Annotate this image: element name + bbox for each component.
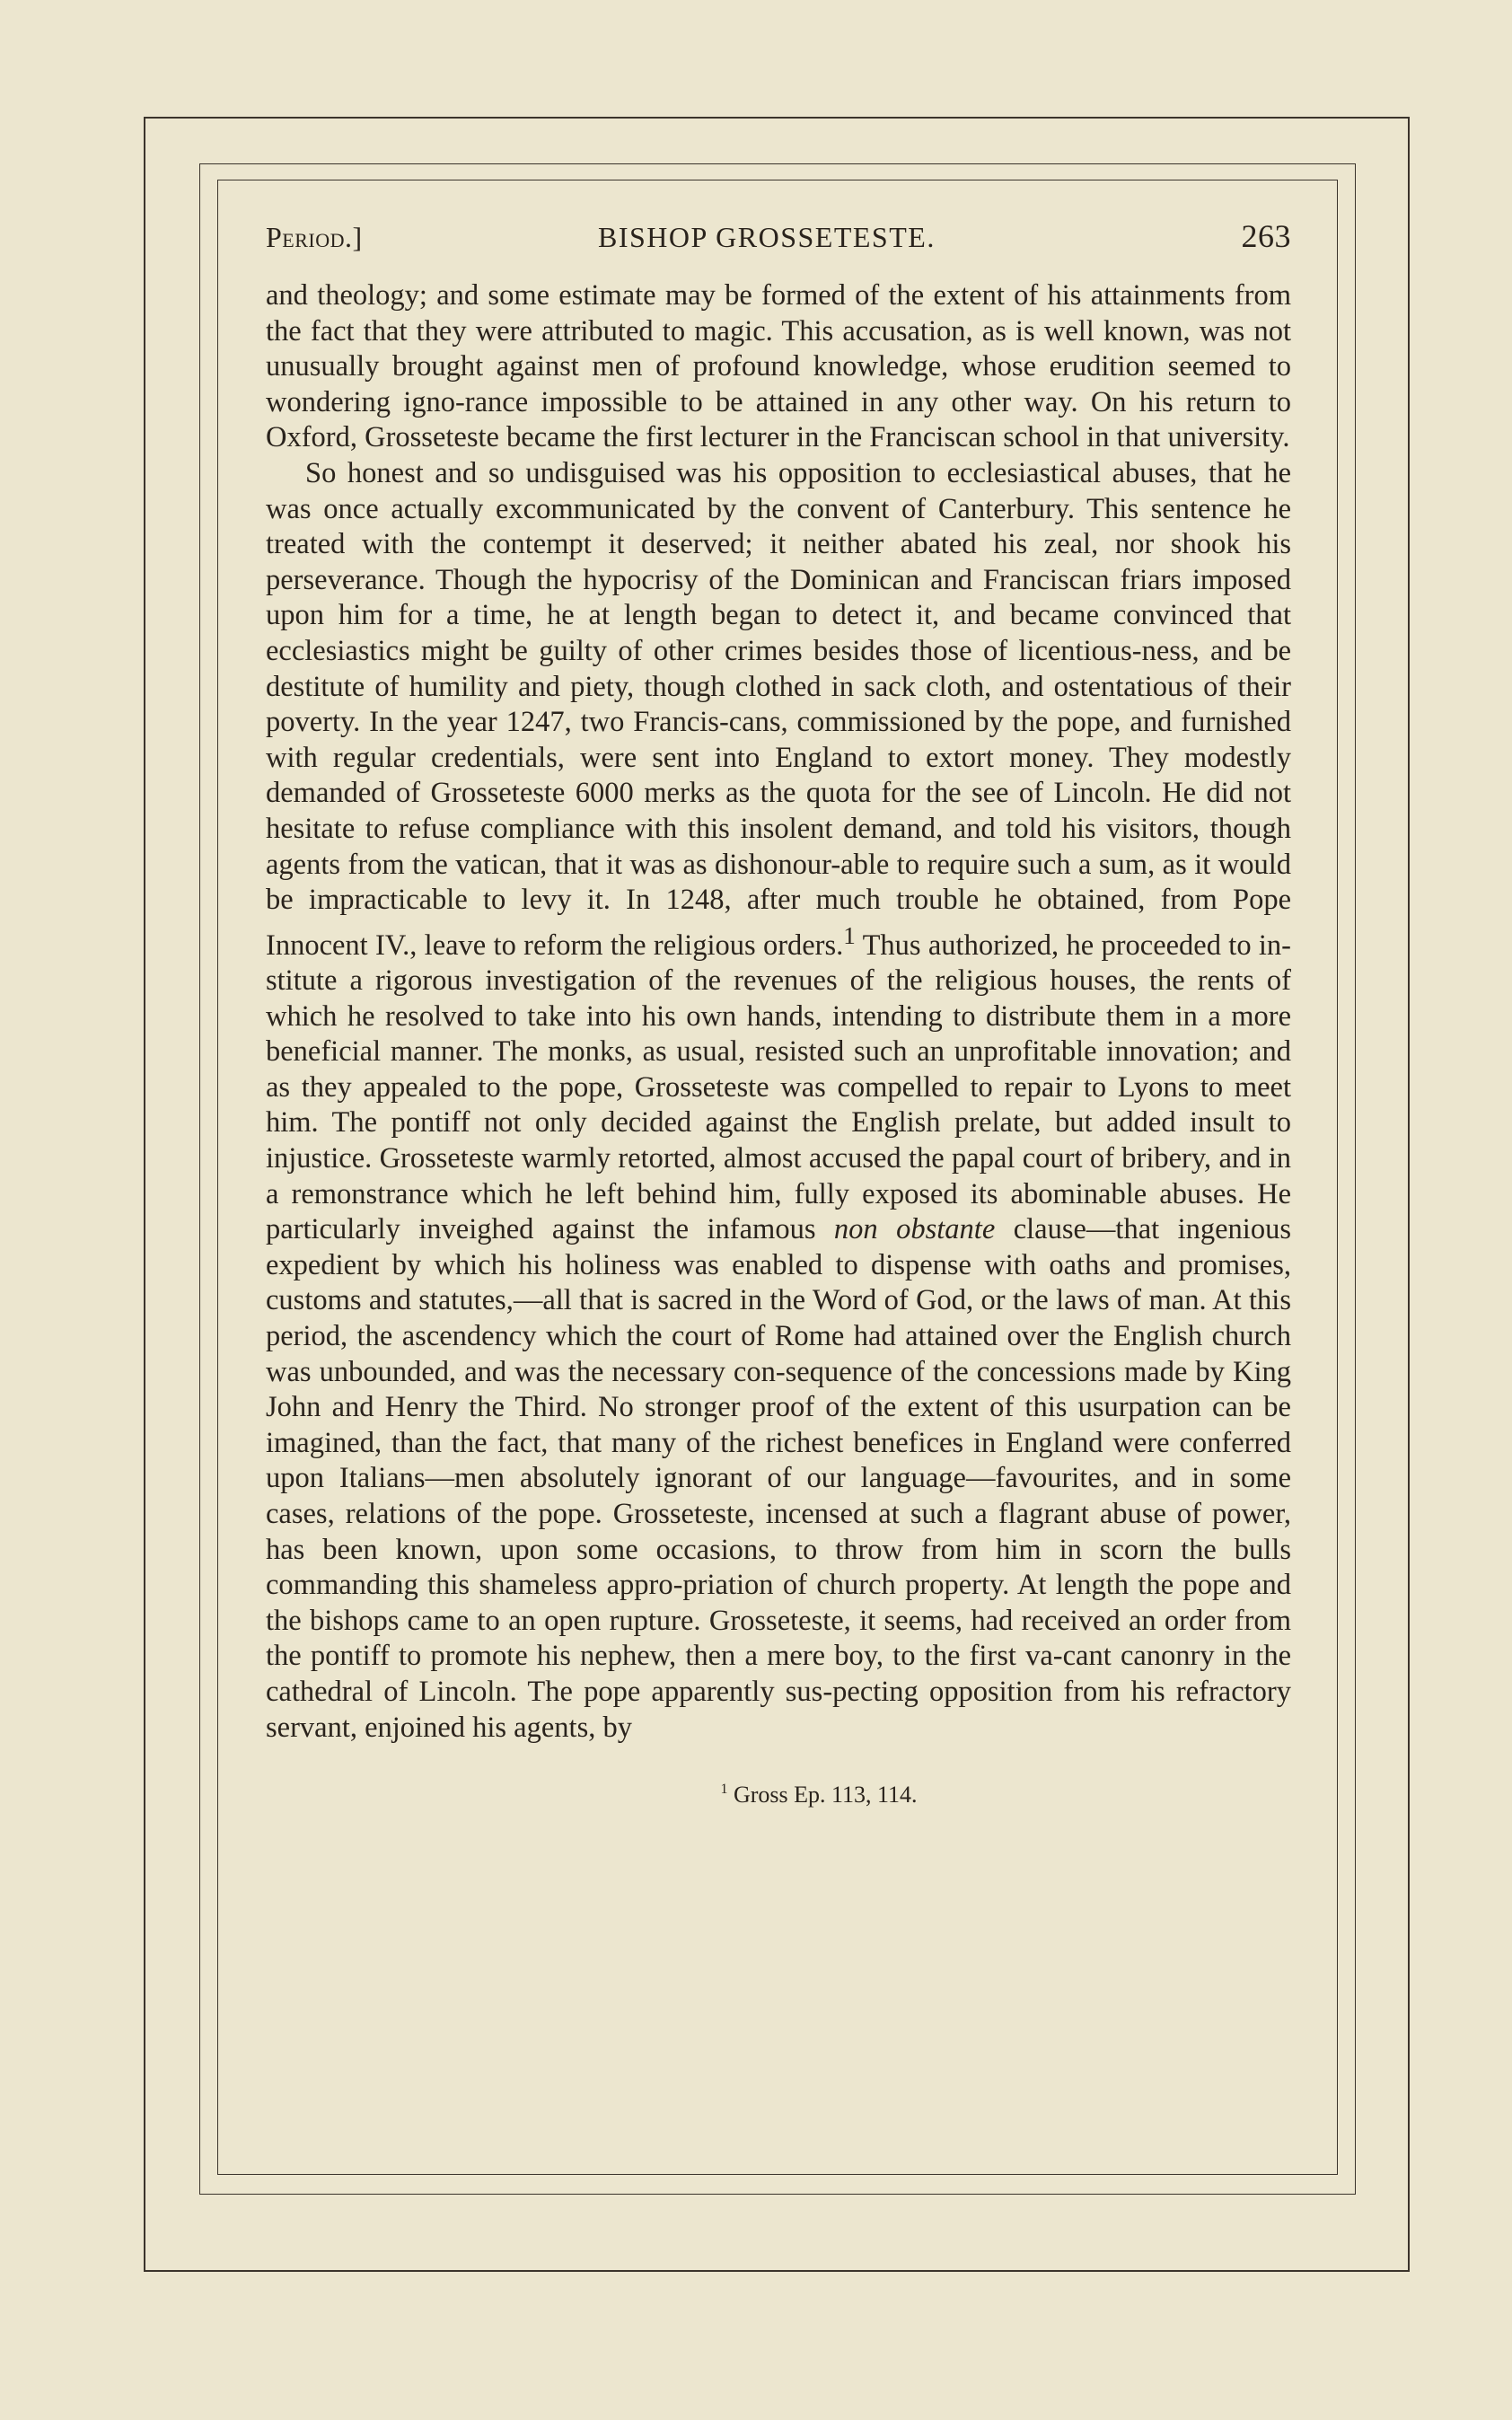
footnote-reference: 1: [843, 921, 856, 949]
running-head-section: Period.]: [266, 221, 363, 253]
paragraph-1: and theology; and some estimate may be formed of the extent of his attainments from the fact that they were attributed to magic. This accusation, as is well known, was not unusually brought against men of profound knowledge, whose erudition seemed to wondering igno-rance impossible to be attained in any other way. On his return to Oxford, Grosseteste became the first lecturer in the Franciscan school in that university.: [266, 279, 1291, 454]
running-head-title: BISHOP GROSSETESTE.: [598, 221, 936, 253]
page-number: 263: [1241, 218, 1291, 254]
body-text: [266, 278, 1291, 1746]
footnote: [266, 1782, 1291, 1808]
paragraph-2-part-a: So honest and so undisguised was his opposition to ecclesiastical abuses, that he was once actually excommunicated by the convent of Canterbury. This sentence he treated with the contempt it deserved; it neither abated his zeal, nor shook his perseverance. Though the hypocrisy of the Dominican and Franciscan friars imposed upon him for a time, he at length began to detect it, and became convinced that ecclesiastics might be guilty of other crimes besides those of licentious-ness, and be destitute of humility and piety, though clothed in sack cloth, and ostentatious of their poverty. In the year 1247, two Francis-cans, commissioned by the pope, and furnished with regular credentials, were sent into England to extort money. They modestly demanded of Grosseteste 6000 merks as the quota for the see of Lincoln. He did not hesitate to refuse compliance with this insolent demand, and told his visitors, though agents from the vatican, that it was as dishonour-able to require such a sum, as it would be impracticable to levy it. In 1248, after much trouble he obtained, from Pope Innocent IV., leave to reform the religious orders.: [266, 456, 1291, 962]
page-content: [266, 214, 1291, 2153]
italic-phrase: non obstante: [833, 1213, 996, 1246]
footnote-text: Gross Ep. 113, 114.: [733, 1782, 918, 1808]
running-head: [266, 214, 1291, 259]
paragraph-2: [266, 456, 1291, 1746]
footnote-mark: 1: [720, 1782, 728, 1798]
paragraph-2-part-b: Thus authorized, he proceeded to in-stitute a rigorous investigation of the revenues of the religious houses, the rents of which he resolved to take into his own hands, intending to distribute them in a more beneficial manner. The monks, as usual, resisted such an unprofitable innovation; and as they appealed to the pope, Grosseteste was compelled to repair to Lyons to meet him. The pontiff not only decided against the English prelate, but added insult to injustice. Grosseteste warmly retorted, almost accused the papal court of bribery, and in a remonstrance which he left behind him, fully exposed its abominable abuses. He particularly inveighed against the infamous: [266, 928, 1291, 1246]
paragraph-2-part-c: clause—that ingenious expedient by which his holiness was enabled to dispense with oaths and promises, customs and statutes,—all that is sacred in the Word of God, or the laws of man. At this period, the ascendency which the court of Rome had attained over the English church was unbounded, and was the necessary con-sequence of the concessions made by King John and Henry the Third. No stronger proof of the extent of this usurpation can be imagined, than the fact, that many of the richest benefices in England were conferred upon Italians—men absolutely ignorant of our language—favourites, and in some cases, relations of the pope. Grosseteste, incensed at such a flagrant abuse of power, has been known, upon some occasions, to throw from him in scorn the bulls commanding this shameless appro-priation of church property. At length the pope and the bishops came to an open rupture. Grosseteste, it seems, had received an order from the pontiff to promote his nephew, then a mere boy, to the first va-cant canonry in the cathedral of Lincoln. The pope apparently sus-pecting opposition from his refractory servant, enjoined his agents, by: [266, 1213, 1291, 1744]
